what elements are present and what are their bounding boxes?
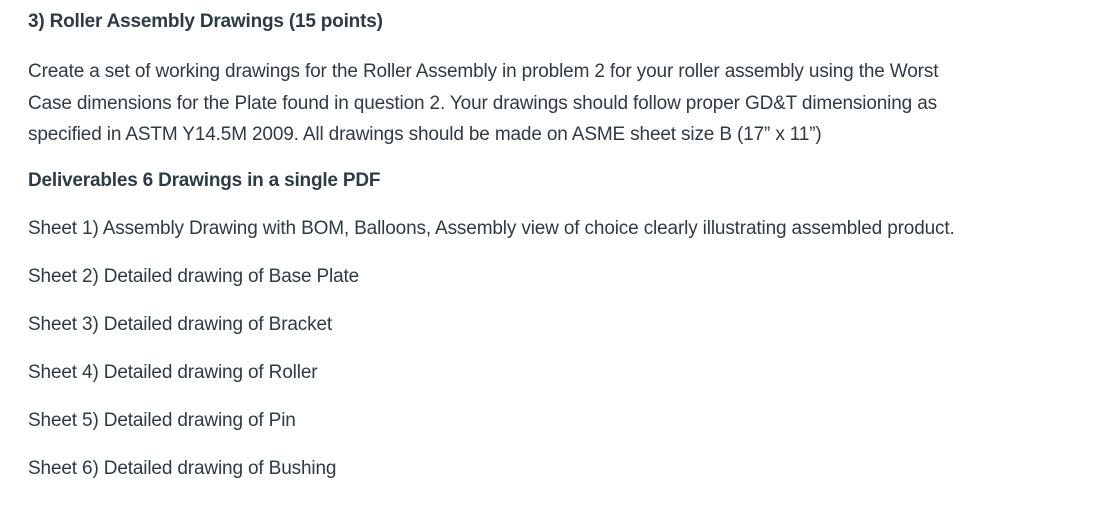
sheet-item-6: Sheet 6) Detailed drawing of Bushing xyxy=(28,458,337,479)
sheet-list xyxy=(28,216,955,504)
problem-description xyxy=(28,56,1078,151)
sheet-item-1: Sheet 1) Assembly Drawing with BOM, Balloons, Assembly view of choice clearly illustrating assembled product. xyxy=(28,218,955,239)
description-line: specified in ASTM Y14.5M 2009. All drawings should be made on ASME sheet size B (17” x 11”) xyxy=(28,124,822,145)
sheet-item-2: Sheet 2) Detailed drawing of Base Plate xyxy=(28,266,360,287)
deliverables-heading: Deliverables 6 Drawings in a single PDF xyxy=(28,170,381,191)
sheet-item-5: Sheet 5) Detailed drawing of Pin xyxy=(28,410,296,431)
problem-heading: 3) Roller Assembly Drawings (15 points) xyxy=(28,11,383,32)
sheet-item-4: Sheet 4) Detailed drawing of Roller xyxy=(28,362,318,383)
sheet-item-3: Sheet 3) Detailed drawing of Bracket xyxy=(28,314,333,335)
description-line: Create a set of working drawings for the Roller Assembly in problem 2 for your roller assembly using the Worst xyxy=(28,61,939,82)
description-line: Case dimensions for the Plate found in question 2. Your drawings should follow proper GD&T dimensioning as xyxy=(28,92,937,114)
